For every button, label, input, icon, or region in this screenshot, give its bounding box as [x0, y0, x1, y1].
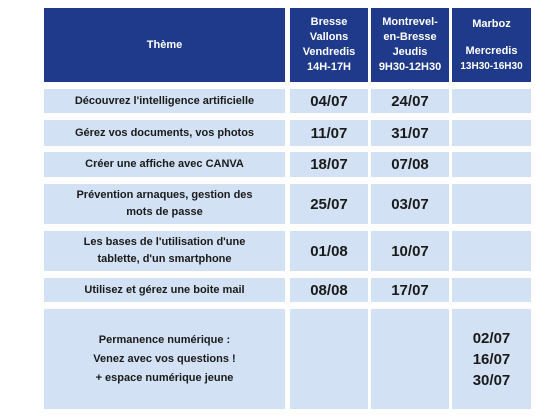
row-date-col1 [290, 89, 368, 113]
row-theme [44, 120, 285, 146]
row-theme [44, 152, 285, 177]
date-value: 25/07 [310, 195, 348, 213]
row-empty-col3 [452, 152, 531, 177]
row-empty-col3 [452, 278, 531, 302]
permanence-theme [44, 309, 285, 409]
row-theme [44, 231, 285, 271]
row-date-col2 [371, 231, 449, 271]
row-theme-text: Utilisez et gérez une boite mail [84, 283, 245, 296]
header-col2-line3: Jeudis [392, 46, 428, 58]
row-date-col1 [290, 120, 368, 146]
row-empty-col3 [452, 231, 531, 271]
row-date-col1 [290, 184, 368, 224]
date-value: 24/07 [391, 92, 429, 110]
row-date-col2 [371, 278, 449, 302]
row-date-col2 [371, 152, 449, 177]
date-value: 17/07 [391, 281, 429, 299]
date-value: 02/07 [472, 329, 511, 347]
row-theme-text: Créer une affiche avec CANVA [85, 158, 244, 170]
permanence-empty-col2 [371, 309, 449, 409]
header-col3-line3: Mercredis [465, 44, 518, 57]
row-theme-text: tablette, d'un smartphone [97, 253, 232, 265]
date-value: 18/07 [310, 156, 348, 173]
permanence-line3: + espace numérique jeune [95, 371, 234, 384]
header-col-bresse-vallons [290, 8, 368, 82]
header-col1-line3: Vendredis [302, 46, 356, 58]
header-col3-line1: Marboz [472, 17, 511, 30]
header-col2-line2: en-Bresse [383, 31, 437, 43]
date-value: 30/07 [472, 371, 511, 389]
row-empty-col3 [452, 120, 531, 146]
header-col-montrevel [371, 8, 449, 82]
header-col1-line4: 14H-17H [306, 61, 352, 73]
date-value: 07/08 [391, 156, 429, 173]
row-date-col1 [290, 278, 368, 302]
header-theme-label: Thème [146, 39, 183, 51]
row-date-col2 [371, 120, 449, 146]
header-col-marboz [452, 8, 531, 82]
header-col2-line1: Montrevel- [382, 16, 438, 28]
header-theme [44, 8, 285, 82]
row-empty-col3 [452, 89, 531, 113]
header-col1-line1: Bresse [310, 16, 348, 28]
permanence-line2: Venez avec vos questions ! [93, 352, 236, 365]
permanence-dates-col3 [452, 309, 531, 409]
row-theme-text: Prévention arnaques, gestion des [76, 189, 253, 201]
date-value: 01/08 [310, 242, 348, 260]
row-theme [44, 278, 285, 302]
permanence-line1: Permanence numérique : [98, 333, 231, 346]
header-col3-line4: 13H30-16H30 [460, 60, 523, 72]
row-theme [44, 89, 285, 113]
row-theme-text: Les bases de l'utilisation d'une [83, 236, 246, 248]
date-value: 03/07 [391, 195, 429, 213]
row-theme-text: mots de passe [126, 206, 203, 218]
row-theme-text: Découvrez l'intelligence artificielle [74, 94, 255, 107]
row-date-col1 [290, 231, 368, 271]
row-theme-text: Gérez vos documents, vos photos [74, 126, 255, 139]
date-value: 08/08 [310, 281, 348, 299]
row-date-col2 [371, 184, 449, 224]
row-date-col2 [371, 89, 449, 113]
row-date-col1 [290, 152, 368, 177]
row-empty-col3 [452, 184, 531, 224]
row-theme [44, 184, 285, 224]
date-value: 31/07 [391, 124, 429, 142]
header-col2-line4: 9H30-12H30 [378, 61, 442, 73]
permanence-empty-col1 [290, 309, 368, 409]
date-value: 04/07 [310, 92, 348, 110]
date-value: 16/07 [472, 350, 511, 368]
date-value: 10/07 [391, 242, 429, 260]
date-value: 11/07 [310, 124, 348, 142]
header-col1-line2: Vallons [309, 31, 349, 43]
